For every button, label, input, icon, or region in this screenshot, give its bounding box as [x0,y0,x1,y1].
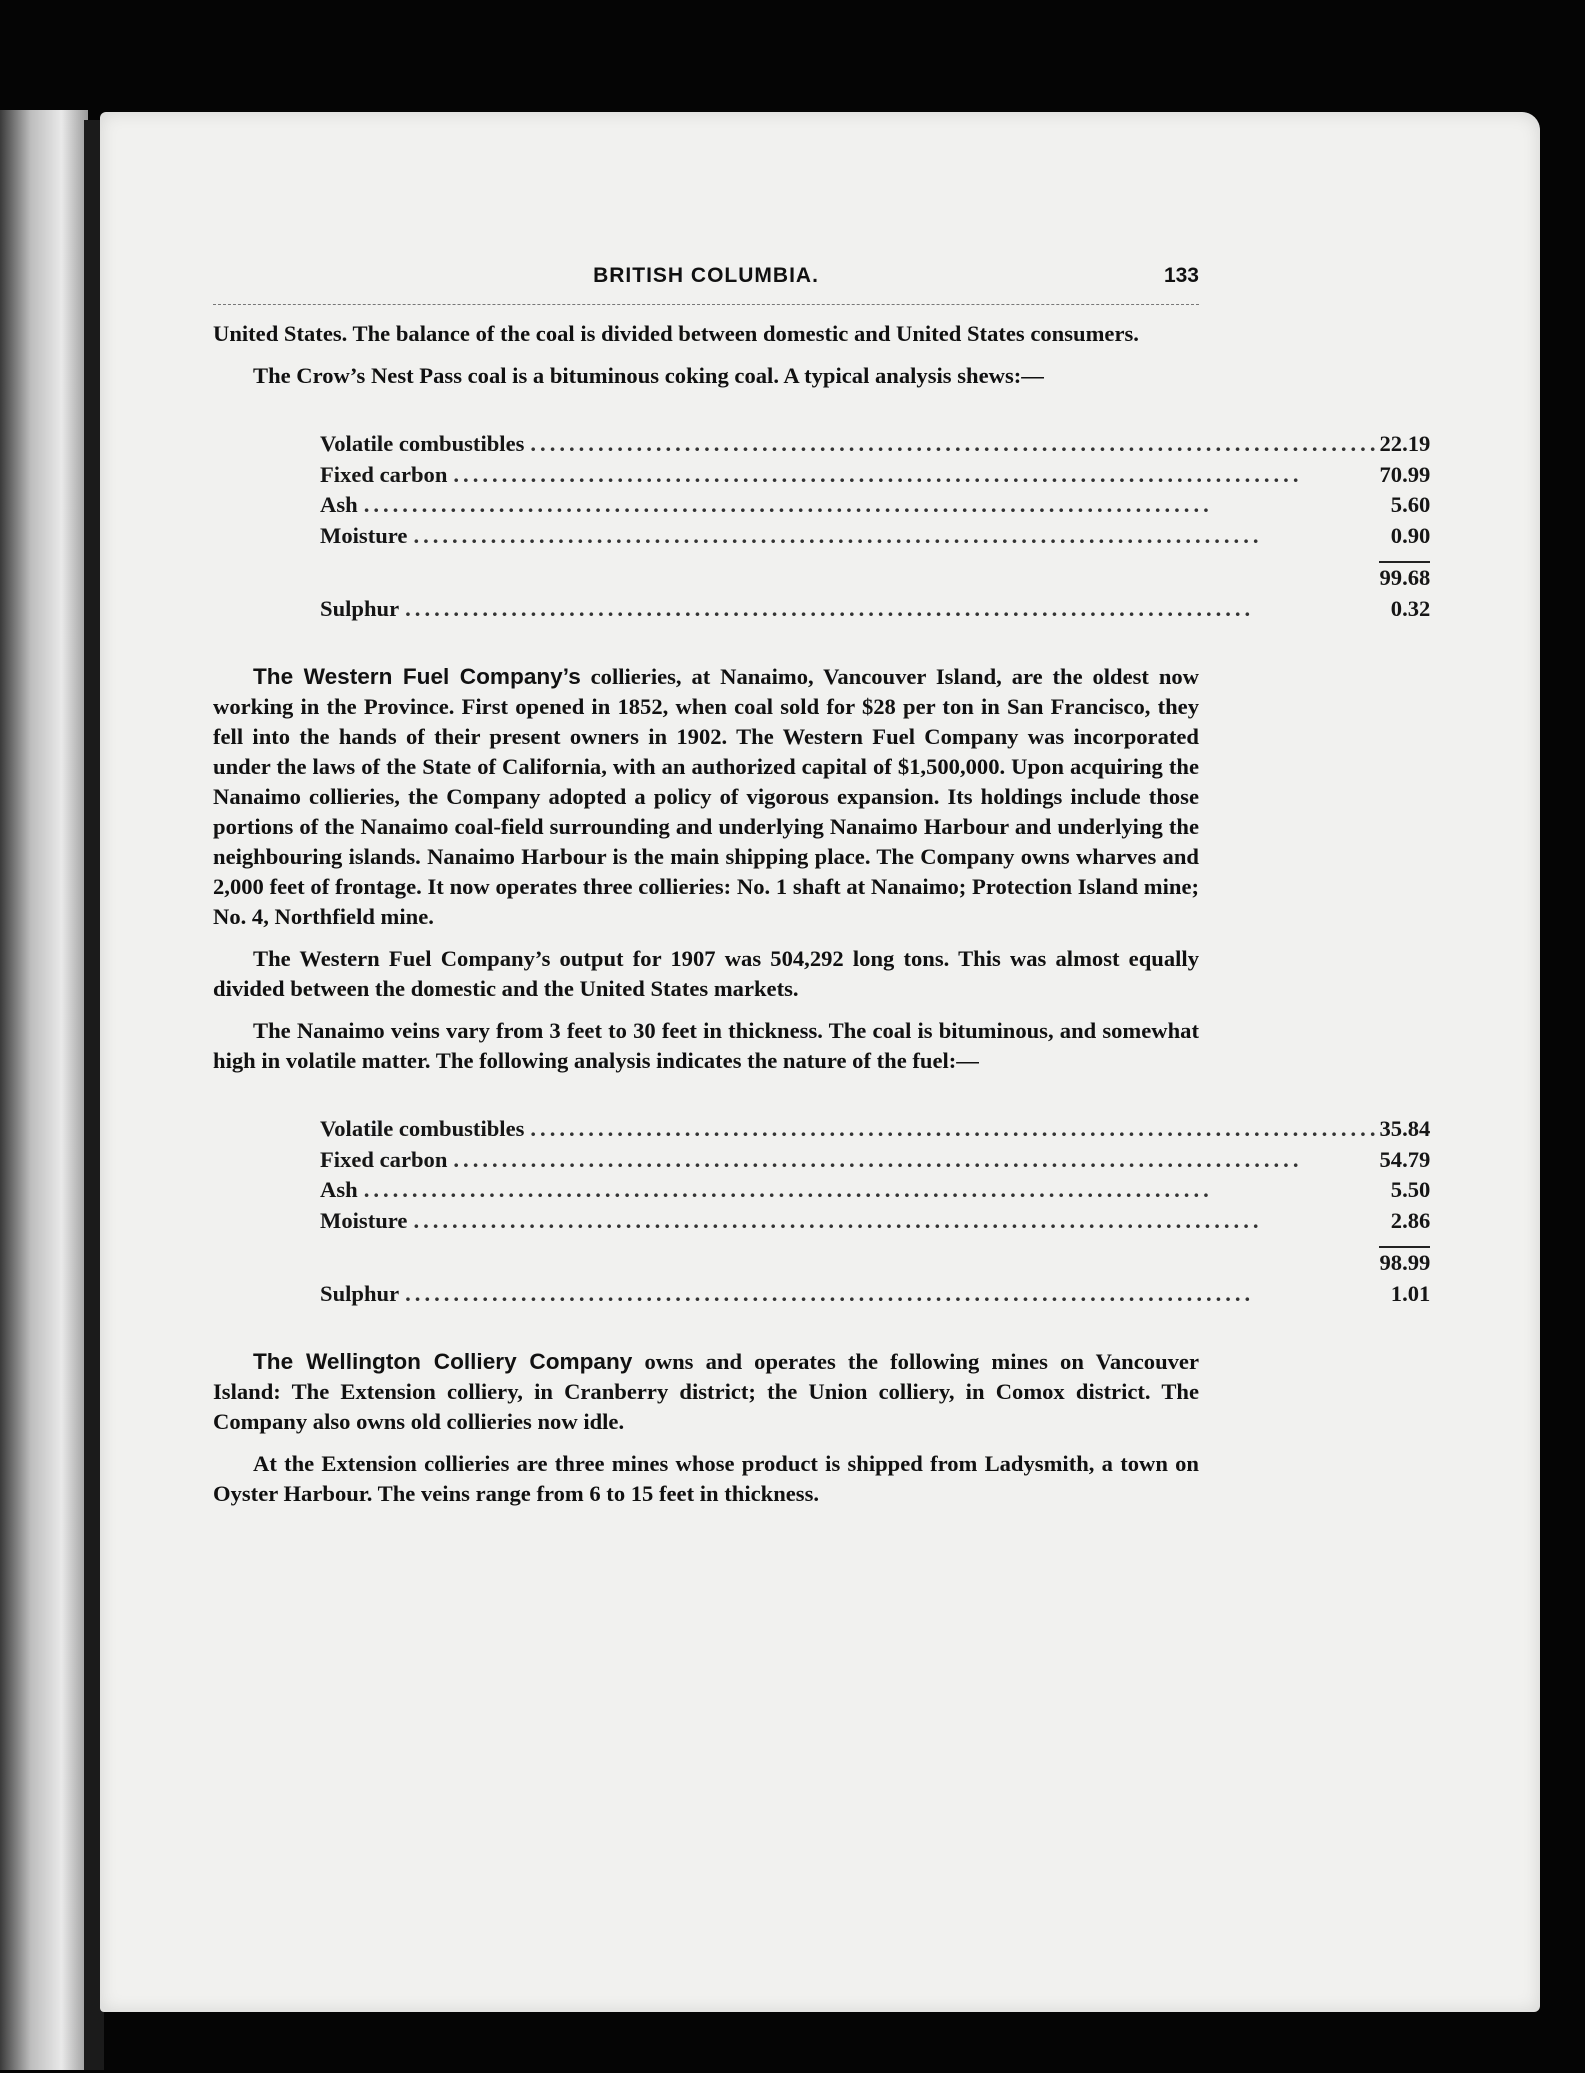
analysis-value: 5.60 [1390,492,1431,518]
analysis-row: Volatile combustibles ........................................................................................ 35.84 [320,1114,1430,1145]
analysis-label: Sulphur [320,1281,405,1306]
analysis-table-crows-nest [320,429,1430,624]
paragraph-output: The Western Fuel Company’s output for 1907 was 504,292 long tons. This was almost equally divided between the domestic and the United States markets. [213,946,1199,1001]
paragraph-extension: At the Extension collieries are three mines whose product is shipped from Ladysmith, a town on Oyster Harbour. The veins range from 6 to 15 feet in thickness. [213,1451,1199,1506]
book-page [100,112,1540,2012]
analysis-total: 99.68 [1379,565,1431,591]
analysis-label: Fixed carbon [320,1147,453,1172]
analysis-sulphur-row: Sulphur ........................................................................................ 0.32 [320,594,1430,625]
analysis-row: Ash ........................................................................................ 5.50 [320,1175,1430,1206]
analysis-label: Moisture [320,1208,413,1233]
analysis-row: Volatile combustibles ........................................................................................ 22.19 [320,429,1430,460]
analysis-label: Ash [320,1177,364,1202]
header-rule [213,304,1199,305]
running-head [213,264,1199,304]
facing-page-edge [0,110,88,2070]
analysis-row: Ash ........................................................................................ 5.60 [320,490,1430,521]
sum-rule [320,1236,1430,1247]
paragraph-nanaimo-veins: The Nanaimo veins vary from 3 feet to 30 feet in thickness. The coal is bituminous, and somewhat high in volatile matter. The following analysis indicates the nature of the fuel:— [213,1018,1199,1073]
analysis-label: Sulphur [320,596,405,621]
page-number: 133 [1163,264,1199,287]
paragraph-wellington: The Wellington Colliery Company owns and operates the following mines on Vancouver Island: The Extension colliery, in Cranberry district; the Union colliery, in Comox district. The Company also owns old collieries now idle. [213,1349,1199,1434]
analysis-label: Volatile combustibles [320,431,530,456]
analysis-row: Fixed carbon ........................................................................................ 54.79 [320,1145,1430,1176]
analysis-row: Moisture ........................................................................................ 2.86 [320,1206,1430,1237]
analysis-label: Fixed carbon [320,462,453,487]
analysis-value: 70.99 [1379,461,1431,487]
analysis-row: Fixed carbon ........................................................................................ 70.99 [320,460,1430,491]
analysis-total-row [320,562,1430,594]
paragraph-western-fuel: The Western Fuel Company’s collieries, at Nanaimo, Vancouver Island, are the oldest now working in the Province. First opened in 1852, when coal sold for $28 per ton in San Francisco, they fell into the hands of their present owners in 1902. The Western Fuel Company was incorporated under the laws of the State of California, with an authorized capital of $1,500,000. Upon acquiring the Nanaimo collieries, the Company adopted a policy of vigorous expansion. Its holdings include those portions of the Nanaimo coal-field surrounding and underlying Nanaimo Harbour and underlying the neighbouring islands. Nanaimo Harbour is the main shipping place. The Company owns wharves and 2,000 feet of frontage. It now operates three collieries: No. 1 shaft at Nanaimo; Protection Island mine; No. 4, Northfield mine. [213,664,1199,929]
running-title: BRITISH COLUMBIA. [593,264,819,287]
analysis-value: 0.90 [1390,522,1431,548]
analysis-value: 5.50 [1390,1177,1431,1203]
paragraph-continuation: United States. The balance of the coal is divided between domestic and United States consumers. [213,321,1139,346]
sum-rule [320,551,1430,562]
analysis-label: Volatile combustibles [320,1116,530,1141]
analysis-value: 35.84 [1379,1116,1431,1142]
analysis-row: Moisture ........................................................................................ 0.90 [320,521,1430,552]
analysis-value: 54.79 [1379,1146,1431,1172]
analysis-sulphur: 1.01 [1390,1280,1431,1306]
analysis-table-nanaimo [320,1114,1430,1309]
company-name-western-fuel: The Western Fuel Company’s [253,664,581,689]
analysis-value: 2.86 [1390,1207,1431,1233]
analysis-value: 22.19 [1379,431,1431,457]
analysis-total: 98.99 [1379,1250,1431,1276]
analysis-sulphur: 0.32 [1390,595,1431,621]
analysis-sulphur-row: Sulphur ........................................................................................ 1.01 [320,1279,1430,1310]
analysis-label: Moisture [320,523,413,548]
analysis-label: Ash [320,492,364,517]
analysis-total-row [320,1247,1430,1279]
company-name-wellington: The Wellington Colliery Company [253,1349,633,1374]
paragraph-crows-nest: The Crow’s Nest Pass coal is a bituminous coking coal. A typical analysis shews:— [253,363,1044,388]
page-content [213,264,1431,1509]
